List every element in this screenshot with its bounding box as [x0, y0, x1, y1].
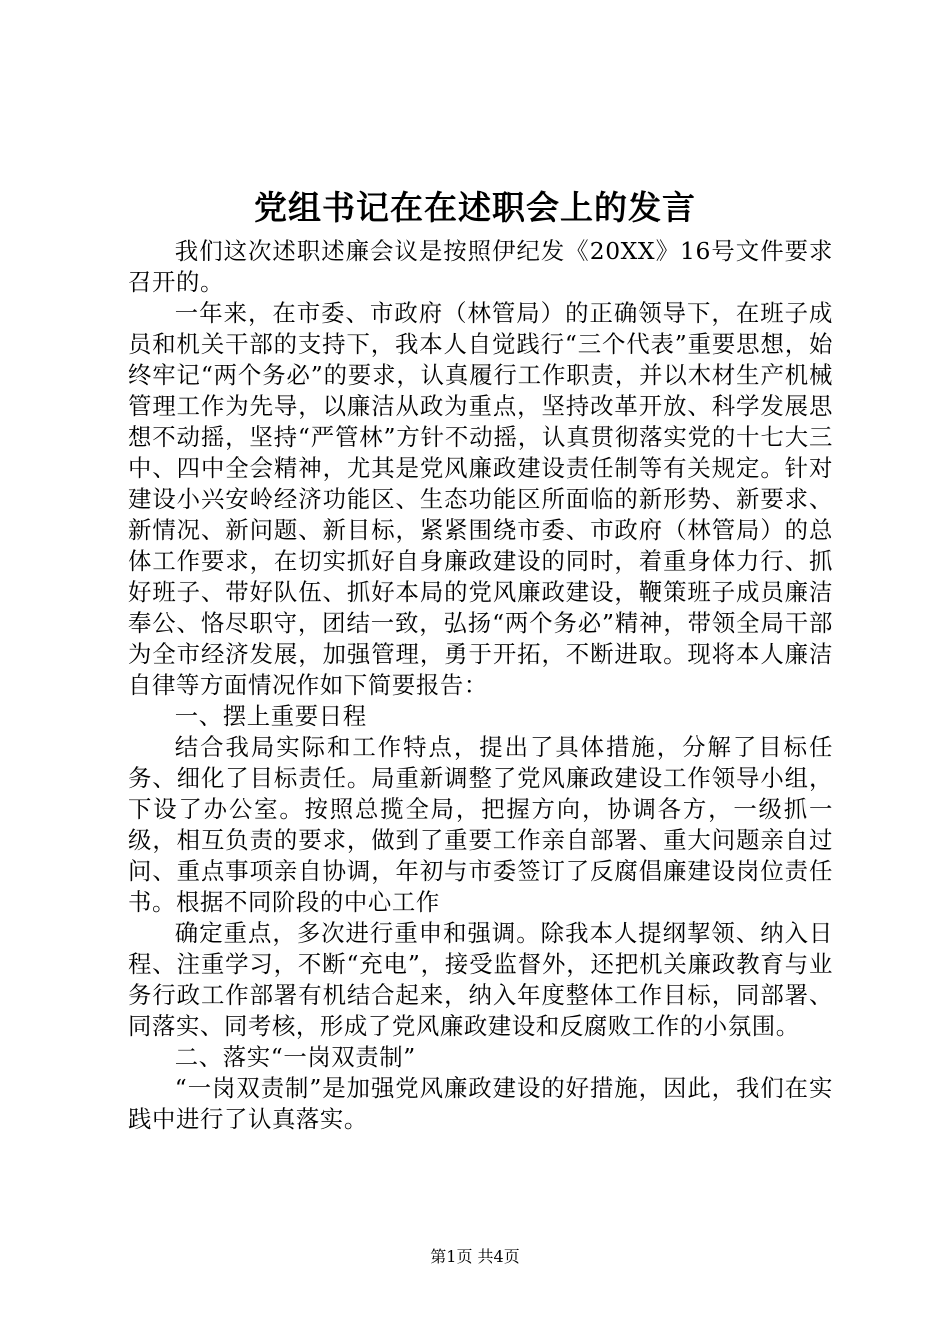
document-body [128, 236, 833, 1135]
paragraph-section-1a: 结合我局实际和工作特点，提出了具体措施，分解了目标任务、细化了目标责任。局重新调整了党风廉政建设工作领导小组，下设了办公室。按照总揽全局，把握方向，协调各方，一级抓一级，相互负责的要求，做到了重要工作亲自部署、重大问题亲自过问、重点事项亲自协调，年初与市委签订了反腐倡廉建设岗位责任书。根据不同阶段的中心工作 [128, 733, 833, 916]
paragraph-section-2: “一岗双责制”是加强党风廉政建设的好措施，因此，我们在实践中进行了认真落实。 [128, 1074, 833, 1133]
section-heading-1: 一、摆上重要日程 [174, 702, 367, 730]
document-title: 党组书记在在述职会上的发言 [254, 188, 696, 227]
paragraph-overview: 一年来，在市委、市政府（林管局）的正确领导下，在班子成员和机关干部的支持下，我本人自觉践行“三个代表”重要思想，始终牢记“两个务必”的要求，认真履行工作职责，并以木材生产机械管理工作为先导，以廉洁从政为重点，坚持改革开放、科学发展思想不动摇，坚持“严管林”方针不动摇，认真贯彻落实党的十七大三中、四中全会精神，尤其是党风廉政建设责任制等有关规定。针对建设小兴安岭经济功能区、生态功能区所面临的新形势、新要求、新情况、新问题、新目标，紧紧围绕市委、市政府（林管局）的总体工作要求，在切实抓好自身廉政建设的同时，着重身体力行、抓好班子、带好队伍、抓好本局的党风廉政建设，鞭策班子成员廉洁奉公、恪尽职守，团结一致，弘扬“两个务必”精神，带领全局干部为全市经济发展，加强管理，勇于开拓，不断进取。现将本人廉洁自律等方面情况作如下简要报告： [128, 299, 833, 699]
paragraph-section-1b: 确定重点，多次进行重申和强调。除我本人提纲挈领、纳入日程、注重学习，不断“充电”，接受监督外，还把机关廉政教育与业务行政工作部署有机结合起来，纳入年度整体工作目标，同部署、同落实、同考核，形成了党风廉政建设和反腐败工作的小氛围。 [128, 919, 833, 1040]
page-number-footer: 第1页 共4页 [430, 1247, 520, 1266]
section-heading-2: 二、落实“一岗双责制” [174, 1043, 416, 1071]
paragraph-intro: 我们这次述职述廉会议是按照伊纪发《20XX》16号文件要求召开的。 [128, 237, 833, 296]
